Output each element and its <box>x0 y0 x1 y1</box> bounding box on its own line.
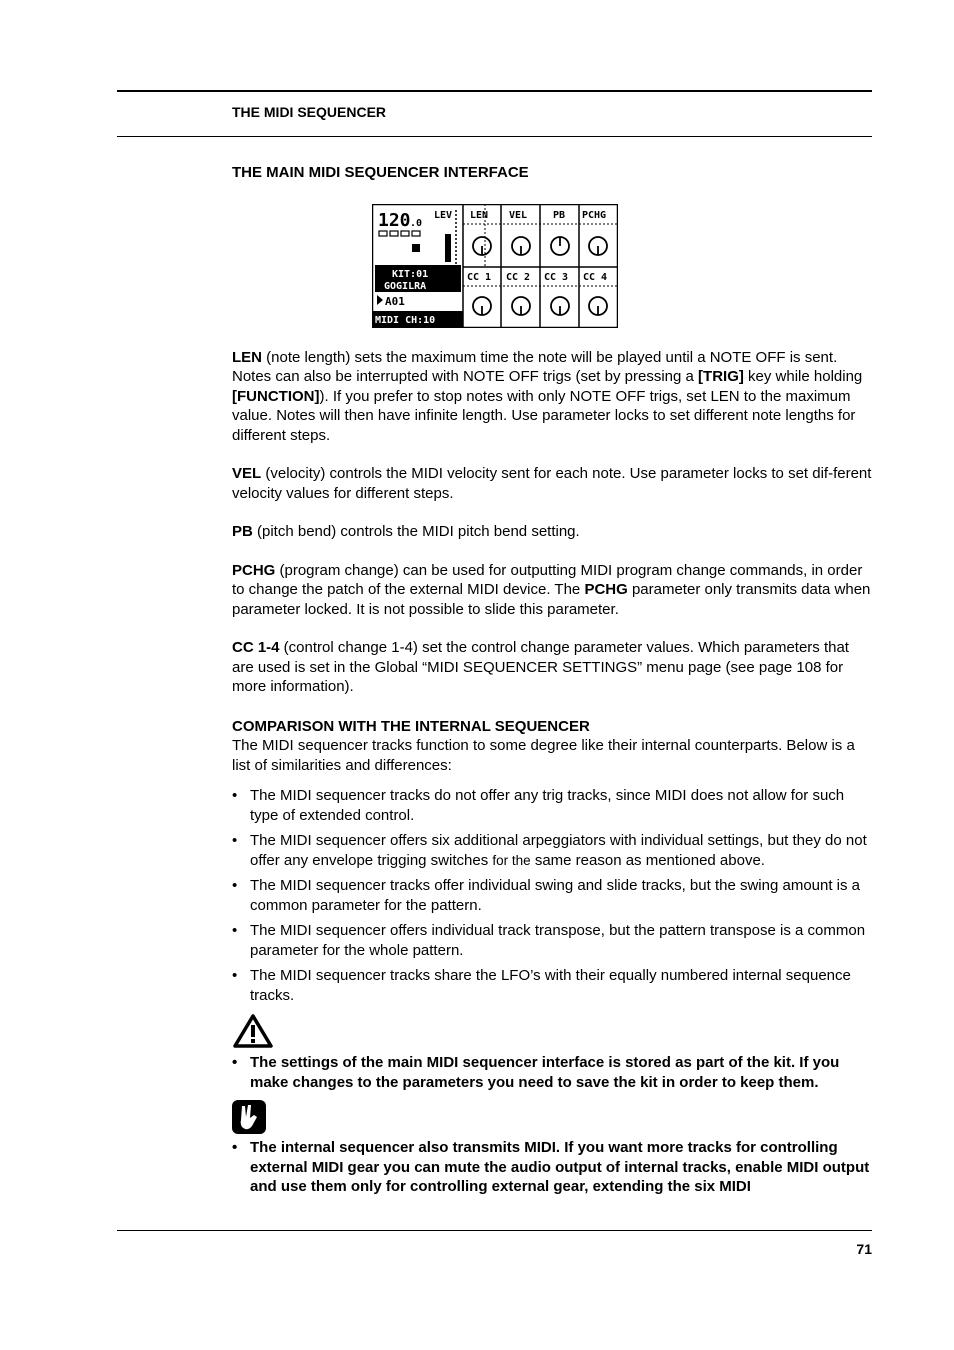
footer-rule <box>117 1230 872 1231</box>
page-body <box>232 163 874 1203</box>
lcd-param-pchg: PCHG <box>582 209 607 221</box>
pchg-paragraph: PCHG (program change) can be used for outputting MIDI program change commands, in order to change the patch of the external MIDI device. The PCHG parameter only transmits data when parameter locked. It is not possible to slide this parameter. <box>232 561 871 618</box>
lcd-param-pb: PB <box>553 209 566 221</box>
header-top-rule <box>117 90 872 92</box>
len-paragraph: LEN (note length) sets the maximum time the note will be played until a NOTE OFF is sent. Notes can also be interrupted with NOTE OFF trigs (set by pressing a [TRIG] key while holding [FUNCTION]). If you prefer to stop notes with only NOTE OFF trigs, set LEN to the maximum value. Notes will then have infinite length. Use parameter locks to set different note lengths for different steps. <box>232 348 863 444</box>
warning-triangle-icon <box>232 1013 274 1049</box>
lcd-tempo: 120 <box>378 209 411 231</box>
section-title: THE MAIN MIDI SEQUENCER INTERFACE <box>232 164 529 181</box>
comparison-list <box>232 786 874 1005</box>
tip-text: • The internal sequencer also transmits MIDI. If you want more tracks for controlling external MIDI gear you can mute the audio output of internal tracks, enable MIDI output and use them only for controlling external gear, extending the six MIDI <box>232 1138 874 1197</box>
lcd-midi-channel: MIDI CH:10 <box>375 314 436 326</box>
lcd-kit-name: GOGILRA <box>384 280 427 292</box>
cc-paragraph: CC 1-4 (control change 1-4) set the control change parameter values. Which parameters that are used is set in the Global “MIDI SEQUENCER SETTINGS” menu page (see page 108 for more information). <box>232 639 849 695</box>
peace-hand-icon <box>232 1100 266 1134</box>
vel-paragraph: VEL (velocity) controls the MIDI velocity sent for each note. Use parameter locks to set dif-ferent velocity values for different steps. <box>232 465 872 502</box>
list-item: • The MIDI sequencer tracks share the LFO’s with their equally numbered internal sequence tracks. <box>232 966 874 1005</box>
lcd-param-len: LEN <box>470 209 489 221</box>
warning-text: • The settings of the main MIDI sequencer interface is stored as part of the kit. If you make changes to the parameters you need to save the kit in order to keep them. <box>232 1053 874 1092</box>
lcd-param-lev: LEV <box>434 209 453 221</box>
lcd-param-vel: VEL <box>509 209 528 221</box>
list-item: • The MIDI sequencer offers individual track transpose, but the pattern transpose is a common parameter for the whole pattern. <box>232 921 874 960</box>
lcd-screen-illustration <box>372 204 618 328</box>
list-item: • The MIDI sequencer tracks do not offer any trig tracks, since MIDI does not allow for such type of extended control. <box>232 786 874 825</box>
list-item: • The MIDI sequencer offers six additional arpeggiators with individual settings, but they do not offer any envelope trigging switches for the same reason as mentioned above. <box>232 831 874 870</box>
comparison-intro: The MIDI sequencer tracks function to some degree like their internal counterparts. Below is a list of similarities and differences: <box>232 737 855 774</box>
lcd-stop-icon <box>412 244 420 252</box>
tip-callout <box>232 1100 874 1197</box>
running-header: THE MIDI SEQUENCER <box>232 104 387 120</box>
header-bottom-rule <box>117 136 872 137</box>
lcd-param-cc4: CC 4 <box>583 271 608 283</box>
lcd-param-cc3: CC 3 <box>544 271 569 283</box>
lcd-param-cc1: CC 1 <box>467 271 492 283</box>
pb-paragraph: PB (pitch bend) controls the MIDI pitch bend setting. <box>232 523 580 540</box>
comparison-heading: COMPARISON WITH THE INTERNAL SEQUENCER <box>232 717 590 735</box>
warning-callout <box>232 1013 874 1092</box>
lcd-kit-number: KIT:01 <box>392 268 429 280</box>
lcd-tempo-decimal: .0 <box>410 217 423 229</box>
list-item: • The MIDI sequencer tracks offer individual swing and slide tracks, but the swing amount is a common parameter for the pattern. <box>232 876 874 915</box>
lcd-param-cc2: CC 2 <box>506 271 531 283</box>
page-number: 71 <box>856 1241 872 1257</box>
lcd-pattern: A01 <box>385 294 405 308</box>
